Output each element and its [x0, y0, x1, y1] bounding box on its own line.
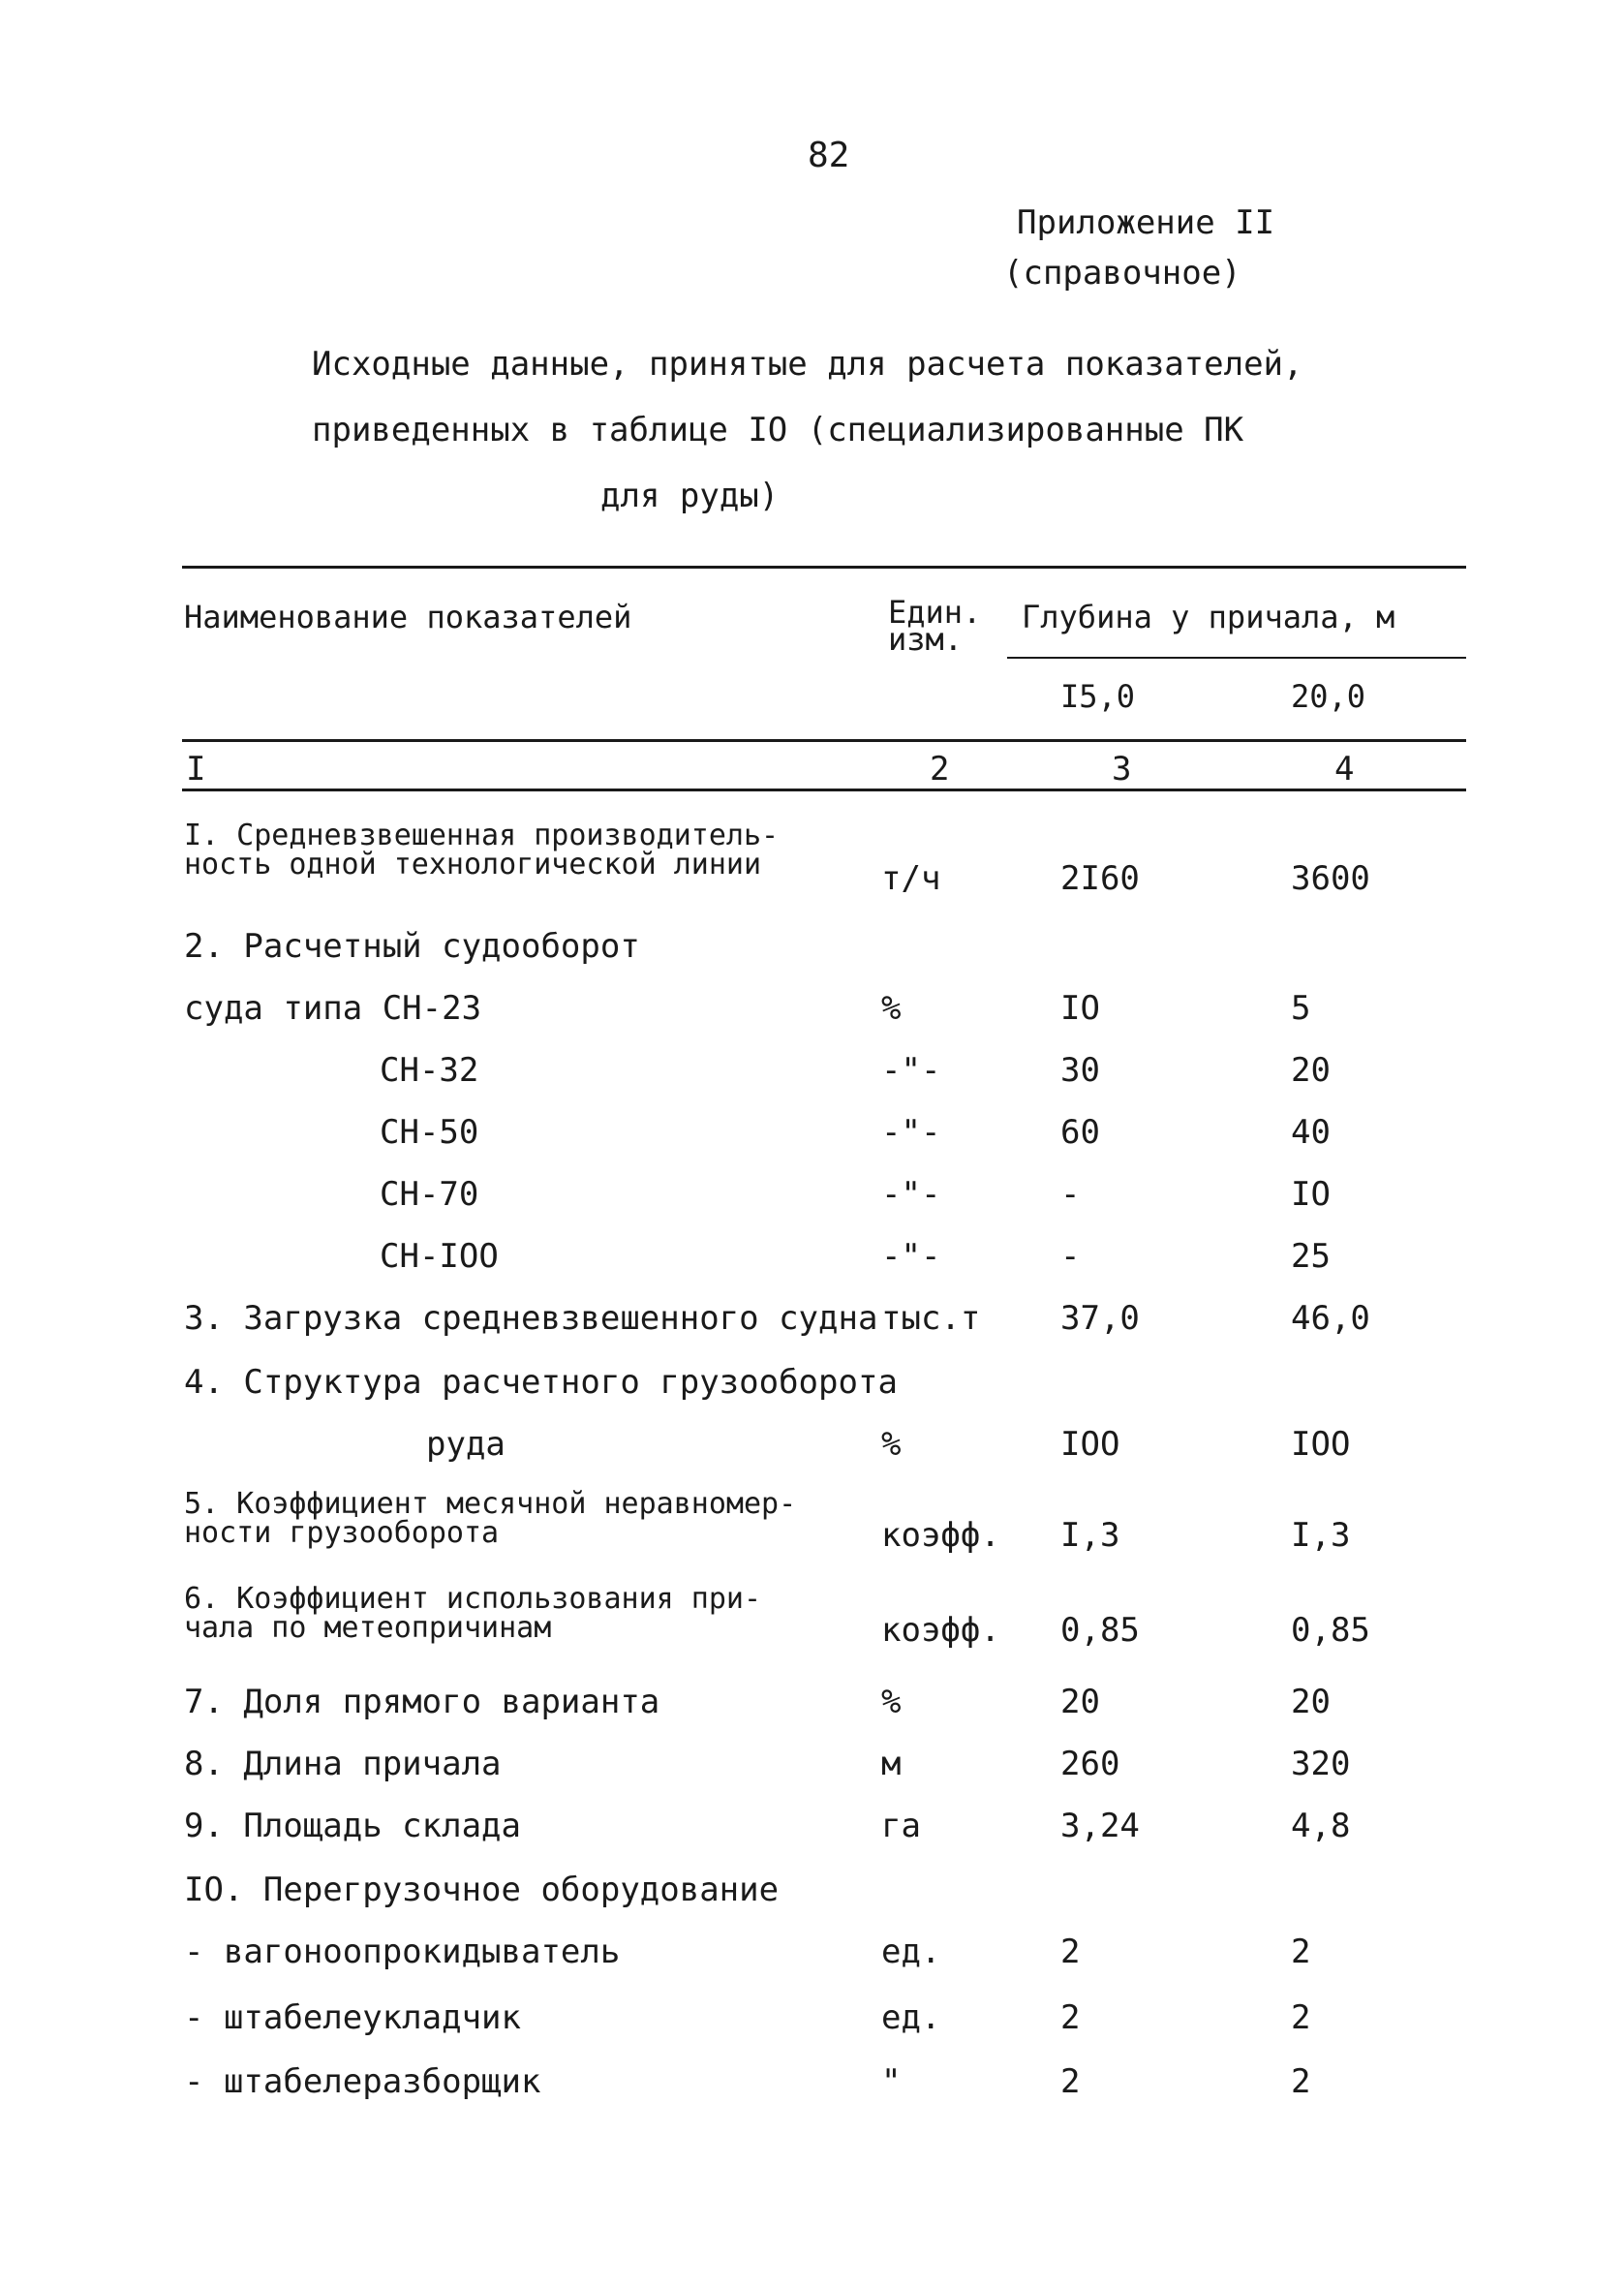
- row-name: I. Средневзвешенная производитель- ность одной технологической линии: [184, 819, 780, 882]
- row-value-20m: 25: [1291, 1237, 1331, 1276]
- row-unit: ед.: [881, 1933, 941, 1971]
- row-name: 9. Площадь склада: [184, 1807, 521, 1845]
- row-unit: -"-: [881, 1237, 941, 1276]
- row-value-15m: 0,85: [1060, 1611, 1140, 1650]
- appendix-note: (справочное): [1003, 254, 1241, 293]
- row-name: - штабелеразборщик: [184, 2062, 541, 2101]
- row-name: СН-IOO: [380, 1237, 499, 1276]
- row-name: 8. Длина причала: [184, 1745, 502, 1783]
- row-value-20m: 4,8: [1291, 1807, 1351, 1845]
- row-value-20m: IOO: [1291, 1425, 1351, 1464]
- row-value-15m: 37,0: [1060, 1299, 1140, 1338]
- row-name: 6. Коэффициент использования при- чала по метеопричинам: [184, 1582, 762, 1645]
- row-value-20m: I,3: [1291, 1516, 1351, 1555]
- row-name: 3. Загрузка средневзвешенного судна: [184, 1299, 878, 1338]
- row-value-20m: IO: [1291, 1175, 1331, 1214]
- row-value-20m: 2: [1291, 1998, 1311, 2037]
- row-value-20m: 20: [1291, 1683, 1331, 1721]
- table-top-rule: [182, 566, 1466, 569]
- row-value-20m: 46,0: [1291, 1299, 1370, 1338]
- header-depth-rule: [1007, 657, 1466, 659]
- document-title-line-2: приведенных в таблице IO (специализированные ПК: [312, 411, 1244, 449]
- row-unit: коэфф.: [881, 1611, 1000, 1650]
- row-unit: т/ч: [881, 859, 941, 898]
- row-value-15m: 2: [1060, 1998, 1081, 2037]
- row-value-15m: 60: [1060, 1113, 1100, 1152]
- row-value-15m: IOO: [1060, 1425, 1120, 1464]
- row-name: IO. Перегрузочное оборудование: [184, 1871, 780, 1909]
- row-unit: га: [881, 1807, 921, 1845]
- row-name: 4. Структура расчетного грузооборота: [184, 1363, 898, 1402]
- row-value-15m: 260: [1060, 1745, 1120, 1783]
- header-name: Наименование показателей: [184, 599, 632, 635]
- row-value-20m: 5: [1291, 989, 1311, 1028]
- header-depth: Глубина у причала, м: [1022, 599, 1395, 635]
- column-number-2: 2: [930, 750, 950, 789]
- row-name: - штабелеукладчик: [184, 1998, 521, 2037]
- row-name: СН-50: [380, 1113, 479, 1152]
- row-name: суда типа СН-23: [184, 989, 482, 1028]
- row-value-20m: 2: [1291, 2062, 1311, 2101]
- column-numbers-rule: [182, 789, 1466, 791]
- column-number-1: I: [186, 750, 206, 789]
- row-value-20m: 320: [1291, 1745, 1351, 1783]
- row-unit: %: [881, 1683, 902, 1721]
- row-value-15m: I,3: [1060, 1516, 1120, 1555]
- row-name: 7. Доля прямого варианта: [184, 1683, 660, 1721]
- column-number-4: 4: [1334, 750, 1355, 789]
- row-name: 5. Коэффициент месячной неравномер- ности грузооборота: [184, 1487, 797, 1550]
- row-unit: -"-: [881, 1051, 941, 1090]
- row-name: СН-32: [380, 1051, 479, 1090]
- row-name: руда: [426, 1425, 506, 1464]
- row-value-15m: 2I60: [1060, 859, 1140, 898]
- row-unit: тыс.т: [881, 1299, 981, 1338]
- row-value-20m: 0,85: [1291, 1611, 1370, 1650]
- header-depth-20: 20,0: [1291, 678, 1366, 715]
- document-title-line-1: Исходные данные, принятые для расчета показателей,: [312, 345, 1303, 384]
- row-name: 2. Расчетный судооборот: [184, 927, 640, 966]
- row-value-20m: 20: [1291, 1051, 1331, 1090]
- row-unit: ": [881, 2062, 902, 2101]
- row-value-15m: IO: [1060, 989, 1100, 1028]
- appendix-label: Приложение II: [1017, 203, 1275, 242]
- row-unit: %: [881, 1425, 902, 1464]
- row-unit: ед.: [881, 1998, 941, 2037]
- row-value-15m: -: [1060, 1237, 1081, 1276]
- header-unit: Един. изм.: [888, 594, 982, 658]
- row-unit: -"-: [881, 1175, 941, 1214]
- row-unit: коэфф.: [881, 1516, 1000, 1555]
- header-bottom-rule: [182, 739, 1466, 742]
- row-value-15m: 20: [1060, 1683, 1100, 1721]
- row-name: СН-70: [380, 1175, 479, 1214]
- row-value-15m: 3,24: [1060, 1807, 1140, 1845]
- header-depth-15: I5,0: [1060, 678, 1136, 715]
- row-value-15m: 2: [1060, 1933, 1081, 1971]
- row-unit: %: [881, 989, 902, 1028]
- row-name: - вагоноопрокидыватель: [184, 1933, 621, 1971]
- row-value-15m: 2: [1060, 2062, 1081, 2101]
- row-unit: -"-: [881, 1113, 941, 1152]
- row-value-20m: 40: [1291, 1113, 1331, 1152]
- row-value-15m: -: [1060, 1175, 1081, 1214]
- row-value-20m: 3600: [1291, 859, 1370, 898]
- row-unit: м: [881, 1745, 902, 1783]
- column-number-3: 3: [1112, 750, 1132, 789]
- page-number: 82: [808, 136, 850, 175]
- row-value-15m: 30: [1060, 1051, 1100, 1090]
- document-title-line-3: для руды): [600, 477, 780, 515]
- row-value-20m: 2: [1291, 1933, 1311, 1971]
